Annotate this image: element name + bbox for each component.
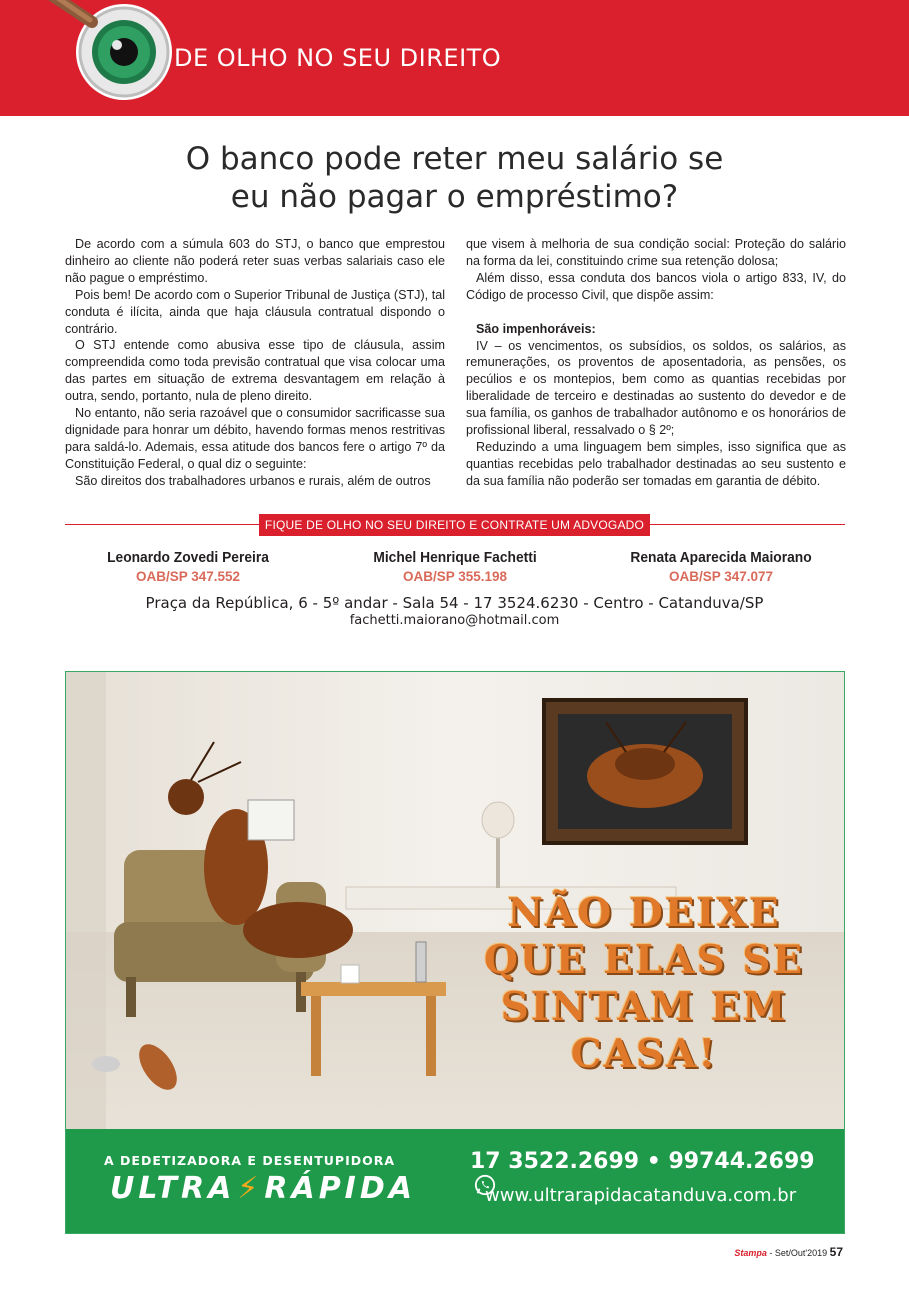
ad-brand-logo	[110, 1171, 416, 1206]
paragraph: No entanto, não seria razoável que o consumidor sacrificasse sua dignidade para honrar um débito, havendo formas menos restritivas para saldá-lo. Ademais, essa atitude dos bancos fere o artigo 7º da Constituição Federal, o qual diz o seguinte:	[65, 406, 445, 471]
brand-word: RÁPIDA	[264, 1171, 416, 1206]
paragraph: O STJ entende como abusiva esse tipo de cláusula, assim compreendida como toda previsão contratual que visa colocar uma das partes em situação de extrema desvantagem em relação à outra, sendo, portanto, nula de pleno direito.	[65, 338, 445, 404]
paragraph: IV – os vencimentos, os subsídios, os soldos, os salários, as remunerações, os proventos de aposentadoria, as pensões, os pecúlios e os montepios, bem como as quantias recebidas por liberalidade de terceiro e destinadas ao sustento do devedor e de sua família, os ganhos de trabalhador autônomo e os honorários de profissional liberal, ressalvado o § 2º;	[466, 338, 846, 438]
slogan-line: NÃO DEIXE	[507, 890, 781, 936]
cta-ribbon: FIQUE DE OLHO NO SEU DIREITO E CONTRATE UM ADVOGADO	[259, 514, 650, 536]
paragraph: Além disso, essa conduta dos bancos viola o artigo 833, IV, do Código de processo Civil, que dispõe assim:	[466, 270, 846, 302]
lawyer-name: Leonardo Zovedi Pereira	[107, 549, 269, 566]
magazine-name: Stampa	[734, 1248, 767, 1258]
paragraph: Pois bem! De acordo com o Superior Tribunal de Justiça (STJ), tal conduta é ilícita, ainda que haja cláusula contratual dispondo o contrário.	[65, 287, 445, 336]
slogan-line: QUE ELAS SE	[483, 937, 805, 983]
office-email: fachetti.maiorano@hotmail.com	[349, 613, 560, 628]
paragraph: São direitos dos trabalhadores urbanos e rurais, além de outros	[75, 473, 431, 488]
lawyer-card	[325, 549, 585, 584]
lightning-bolt-icon: ⚡	[237, 1171, 263, 1206]
lawyer-oab: OAB/SP 347.552	[135, 569, 241, 584]
office-address: Praça da República, 6 - 5º andar - Sala 54 - 17 3524.6230 - Centro - Catanduva/SP	[145, 594, 764, 612]
page-number: 57	[829, 1245, 843, 1259]
article-headline	[0, 140, 909, 216]
advertisement	[65, 671, 845, 1234]
ad-website: www.ultrarapidacatanduva.com.br	[485, 1185, 797, 1206]
paragraph: De acordo com a súmula 603 do STJ, o banco que emprestou dinheiro ao cliente não poderá reter suas verbas salariais caso ele não pague o empréstimo.	[65, 237, 445, 285]
paragraph: Reduzindo a uma linguagem bem simples, isso significa que as quantias recebidas pelo trabalhador destinadas ao seu sustento e da sua família não poderão ser tomadas em garantia de débito.	[466, 439, 846, 488]
lawyer-oab: OAB/SP 355.198	[402, 569, 508, 584]
slogan-line: CASA!	[570, 1031, 718, 1077]
issue-label: - Set/Out'2019	[766, 1248, 830, 1258]
ad-contact-bar	[66, 1129, 844, 1233]
page-footer	[734, 1245, 843, 1259]
article-column-right	[466, 236, 846, 490]
headline-line-1: O banco pode reter meu salário se	[185, 141, 724, 177]
section-header	[0, 0, 909, 116]
article-column-left	[65, 236, 445, 490]
lawyer-card	[591, 549, 851, 584]
ad-tagline: A DEDETIZADORA E DESENTUPIDORA	[104, 1153, 396, 1168]
headline-line-2: eu não pagar o empréstimo?	[230, 179, 679, 215]
lawyer-card	[58, 549, 318, 584]
subheading: São impenhoráveis:	[476, 321, 596, 336]
lawyer-name: Michel Henrique Fachetti	[373, 549, 537, 566]
lawyer-name: Renata Aparecida Maiorano	[630, 549, 812, 566]
magnifier-eye-icon	[24, 0, 174, 112]
slogan-line: SINTAM EM	[500, 984, 788, 1030]
lawyer-oab: OAB/SP 347.077	[668, 569, 774, 584]
section-title: DE OLHO NO SEU DIREITO	[174, 44, 502, 72]
ad-slogan	[454, 890, 834, 1078]
phone-text: 17 3522.2699 • 99744.2699	[470, 1149, 815, 1174]
brand-word: ULTRA	[110, 1171, 236, 1206]
paragraph: que visem à melhoria de sua condição social: Proteção do salário na forma da lei, constituindo crime sua retenção dolosa;	[466, 237, 846, 268]
